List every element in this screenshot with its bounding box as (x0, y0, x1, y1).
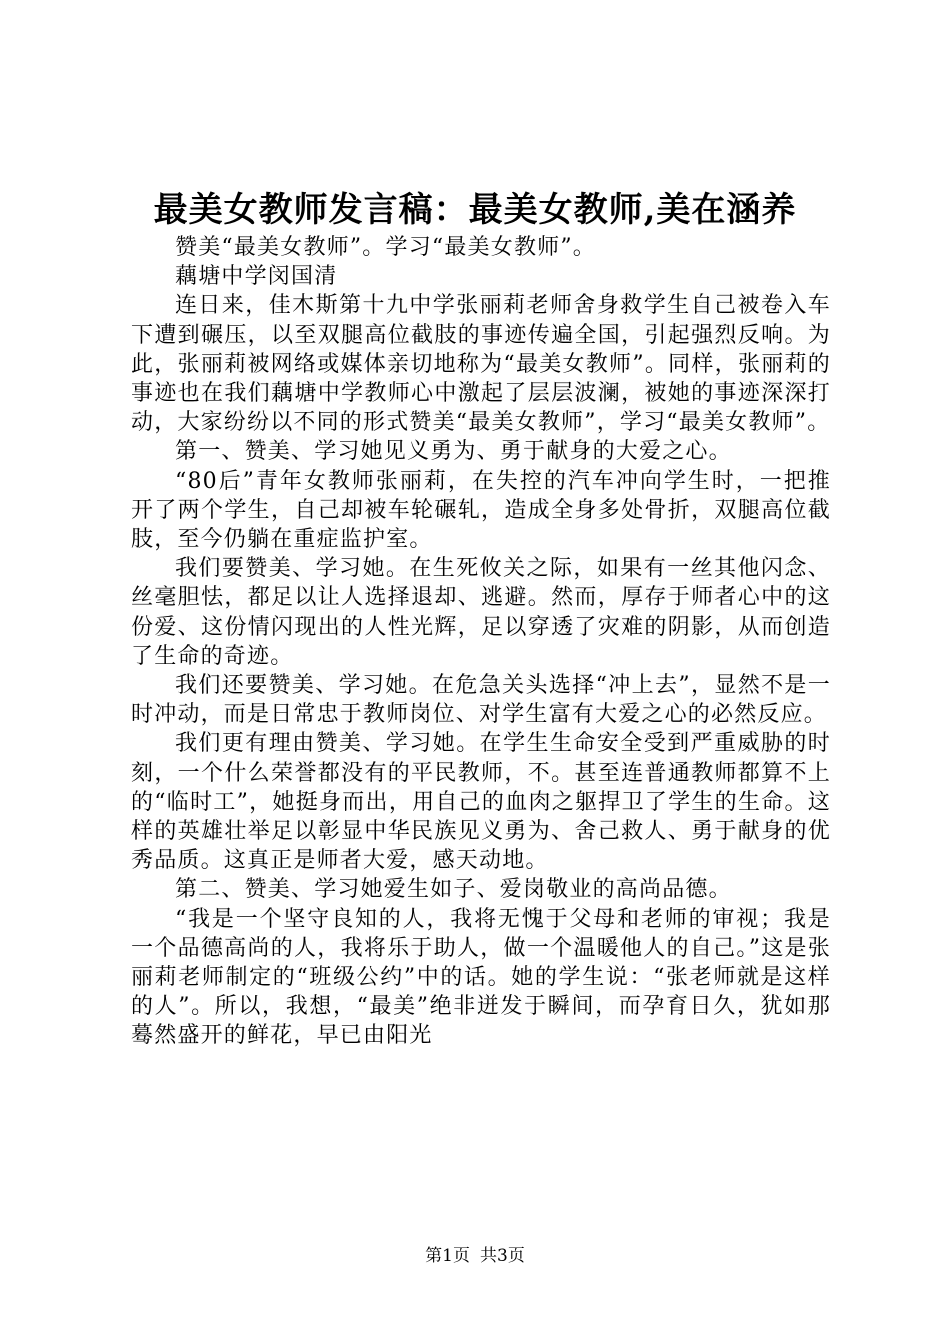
paragraph: “80后”青年女教师张丽莉，在失控的汽车冲向学生时，一把推开了两个学生，自己却被车轮碾轧，造成全身多处骨折，双腿高位截肢，至今仍躺在重症监护室。 (131, 468, 831, 553)
paragraph-intro: 赞美“最美女教师”。学习“最美女教师”。 (175, 235, 596, 260)
page-total: 共3页 (480, 1246, 525, 1266)
paragraph: 连日来，佳木斯第十九中学张丽莉老师舍身救学生自己被卷入车下遭到碾压，以至双腿高位截肢的事迹传遍全国，引起强烈反响。为此，张丽莉被网络或媒体亲切地称为“最美女教师”。同样，张丽莉的事迹也在我们藕塘中学教师心中激起了层层波澜，被她的事迹深深打动，大家纷纷以不同的形式赞美“最美女教师”，学习“最美女教师”。 (131, 293, 831, 436)
page-number: 第1页 (425, 1246, 470, 1266)
document-body (131, 233, 831, 1051)
paragraph: “我是一个坚守良知的人，我将无愧于父母和老师的审视；我是一个品德高尚的人，我将乐于助人，做一个温暖他人的自己。”这是张丽莉老师制定的“班级公约”中的话。她的学生说：“张老师就是这样的人”。所以，我想，“最美”绝非迸发于瞬间，而孕育日久，犹如那蓦然盛开的鲜花，早已由阳光 (131, 906, 831, 1049)
document-title: 最美女教师发言稿：最美女教师,美在涵养 (153, 190, 797, 230)
section-heading-1: 第一、赞美、学习她见义勇为、勇于献身的大爱之心。 (175, 439, 732, 465)
paragraph-author: 藕塘中学闵国清 (175, 264, 338, 290)
paragraph: 我们要赞美、学习她。在生死攸关之际，如果有一丝其他闪念、丝毫胆怯，都足以让人选择退却、逃避。然而，厚存于师者心中的这份爱、这份情闪现出的人性光辉，足以穿透了灾难的阴影，从而创造了生命的奇迹。 (131, 556, 831, 669)
page-footer (0, 1244, 950, 1268)
section-heading-2: 第二、赞美、学习她爱生如子、爱岗敬业的高尚品德。 (175, 877, 732, 903)
paragraph: 我们更有理由赞美、学习她。在学生生命安全受到严重威胁的时刻，一个什么荣誉都没有的平民教师，不。甚至连普通教师都算不上的“临时工”，她挺身而出，用自己的血肉之躯捍卫了学生的生命。这样的英雄壮举足以彰显中华民族见义勇为、舍己救人、勇于献身的优秀品质。这真正是师者大爱，感天动地。 (131, 731, 831, 874)
paragraph: 我们还要赞美、学习她。在危急关头选择“冲上去”，显然不是一时冲动，而是日常忠于教师岗位、对学生富有大爱之心的必然反应。 (131, 673, 831, 728)
